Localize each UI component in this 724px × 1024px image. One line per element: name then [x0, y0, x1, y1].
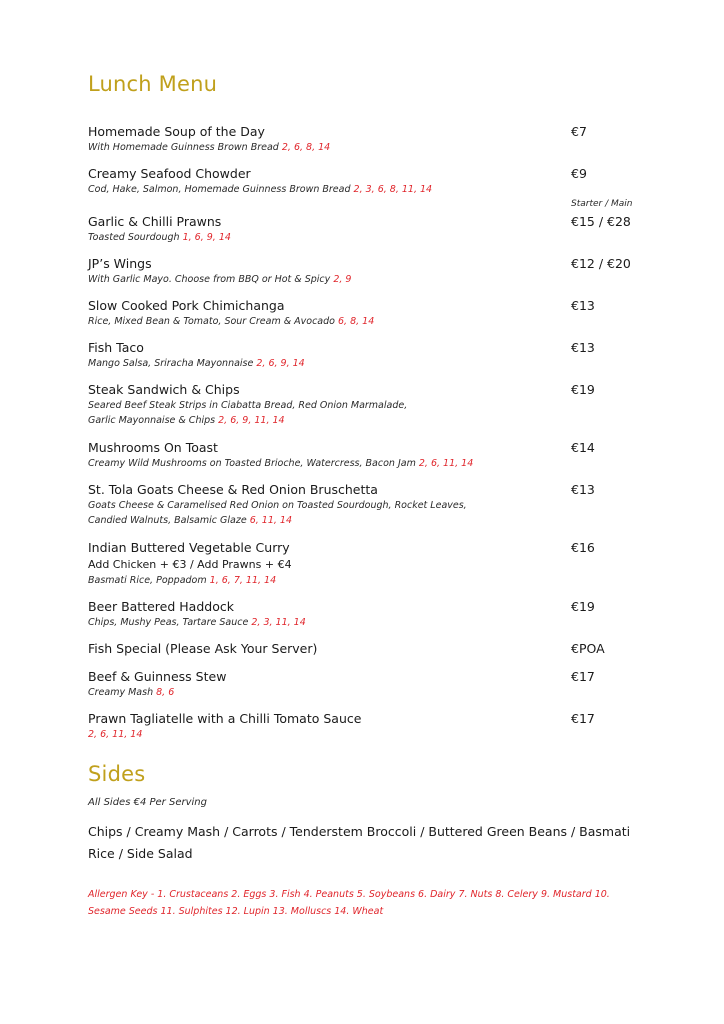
item-name: JP’s Wings: [88, 256, 152, 271]
item-description: Chips, Mushy Peas, Tartare Sauce 2, 3, 11, 14: [88, 617, 306, 628]
allergen-key: Allergen Key - 1. Crustaceans 2. Eggs 3. Fish 4. Peanuts 5. Soybeans 6. Dairy 7. Nuts 8. Celery 9. Mustard 10. Sesame Seeds 11. Sulphites 12. Lupin 13. Molluscs 14. Wheat: [88, 889, 610, 917]
item-name: Fish Special (Please Ask Your Server): [88, 641, 318, 656]
price-steak-sandwich: €19: [571, 382, 595, 397]
price-chimichanga: €13: [571, 298, 595, 313]
allergen-codes: 2, 6, 9, 11, 14: [218, 415, 285, 426]
item-name: Garlic & Chilli Prawns: [88, 214, 222, 229]
lunch-menu-heading: Lunch Menu: [88, 72, 218, 96]
item-name: Beer Battered Haddock: [88, 599, 234, 614]
item-description-line: Seared Beef Steak Strips in Ciabatta Bread, Red Onion Marmalade,: [88, 400, 408, 411]
item-name: Beef & Guinness Stew: [88, 669, 227, 684]
item-name: Slow Cooked Pork Chimichanga: [88, 298, 285, 313]
menu-item-soup: [88, 123, 648, 155]
menu-item-mushrooms: [88, 439, 648, 471]
item-name: Creamy Seafood Chowder: [88, 166, 251, 181]
price-column-note: Starter / Main: [571, 199, 633, 209]
item-description-line: Goats Cheese & Caramelised Red Onion on Toasted Sourdough, Rocket Leaves,: [88, 500, 467, 511]
item-description: With Garlic Mayo. Choose from BBQ or Hot & Spicy 2, 9: [88, 274, 352, 285]
menu-item-fish-taco: [88, 339, 648, 371]
item-description: Toasted Sourdough 1, 6, 9, 14: [88, 232, 231, 243]
item-name: Fish Taco: [88, 340, 144, 355]
price-tagliatelle: €17: [571, 711, 595, 726]
menu-item-garlic-prawns: [88, 213, 648, 245]
allergen-codes: 2, 9: [333, 274, 352, 285]
item-name: St. Tola Goats Cheese & Red Onion Bruschetta: [88, 482, 378, 497]
item-name: Indian Buttered Vegetable Curry: [88, 540, 290, 555]
allergen-codes: 2, 3, 11, 14: [251, 617, 306, 628]
allergen-codes: 6, 11, 14: [249, 515, 293, 526]
menu-item-bruschetta: [88, 481, 648, 528]
menu-item-tagliatelle: [88, 710, 648, 742]
menu-item-curry: [88, 539, 648, 588]
allergen-codes: 8, 6: [156, 687, 175, 698]
allergen-codes: 6, 8, 14: [338, 316, 375, 327]
price-haddock: €19: [571, 599, 595, 614]
allergen-codes: 2, 6, 8, 14: [281, 142, 331, 153]
price-garlic-prawns: €15 / €28: [571, 214, 631, 229]
item-description: [88, 727, 648, 742]
menu-item-wings: [88, 255, 648, 287]
item-description: Creamy Wild Mushrooms on Toasted Brioche, Watercress, Bacon Jam 2, 6, 11, 14: [88, 458, 474, 469]
menu-item-chowder: [88, 165, 648, 197]
price-stew: €17: [571, 669, 595, 684]
item-name: Homemade Soup of the Day: [88, 124, 265, 139]
price-fish-special: €POA: [571, 641, 605, 656]
item-description: Rice, Mixed Bean & Tomato, Sour Cream & Avocado 6, 8, 14: [88, 316, 375, 327]
price-mushrooms: €14: [571, 440, 595, 455]
price-fish-taco: €13: [571, 340, 595, 355]
menu-item-stew: [88, 668, 648, 700]
sides-price-note: All Sides €4 Per Serving: [88, 797, 207, 808]
item-add-ons: Add Chicken + €3 / Add Prawns + €4: [88, 558, 292, 571]
item-description: With Homemade Guinness Brown Bread 2, 6, 8, 14: [88, 142, 331, 153]
item-name: Prawn Tagliatelle with a Chilli Tomato Sauce: [88, 711, 362, 726]
allergen-codes: 2, 6, 11, 14: [88, 729, 143, 740]
allergen-codes: 2, 6, 9, 14: [256, 358, 305, 369]
allergen-codes: 2, 3, 6, 8, 11, 14: [353, 184, 433, 195]
menu-item-haddock: [88, 598, 648, 630]
allergen-codes: 1, 6, 7, 11, 14: [209, 575, 277, 586]
item-description: Mango Salsa, Sriracha Mayonnaise 2, 6, 9, 14: [88, 358, 305, 369]
price-bruschetta: €13: [571, 482, 595, 497]
price-chowder: €9: [571, 166, 587, 181]
allergen-codes: 1, 6, 9, 14: [182, 232, 231, 243]
allergen-codes: 2, 6, 11, 14: [418, 458, 474, 469]
item-description: Cod, Hake, Salmon, Homemade Guinness Brown Bread 2, 3, 6, 8, 11, 14: [88, 184, 433, 195]
item-description: Creamy Mash 8, 6: [88, 687, 175, 698]
item-description: Basmati Rice, Poppadom 1, 6, 7, 11, 14: [88, 575, 277, 586]
item-name: Mushrooms On Toast: [88, 440, 218, 455]
item-name: Steak Sandwich & Chips: [88, 382, 240, 397]
price-curry: €16: [571, 540, 595, 555]
menu-item-steak-sandwich: [88, 381, 648, 428]
sides-heading: Sides: [88, 762, 146, 786]
menu-item-chimichanga: [88, 297, 648, 329]
item-description: Candied Walnuts, Balsamic Glaze 6, 11, 14: [88, 515, 293, 526]
sides-list: Chips / Creamy Mash / Carrots / Tenderstem Broccoli / Buttered Green Beans / Basmati Rice / Side Salad: [88, 824, 631, 861]
menu-item-fish-special: [88, 640, 648, 657]
price-soup: €7: [571, 124, 587, 139]
item-description: Garlic Mayonnaise & Chips 2, 6, 9, 11, 14: [88, 415, 285, 426]
price-wings: €12 / €20: [571, 256, 631, 271]
